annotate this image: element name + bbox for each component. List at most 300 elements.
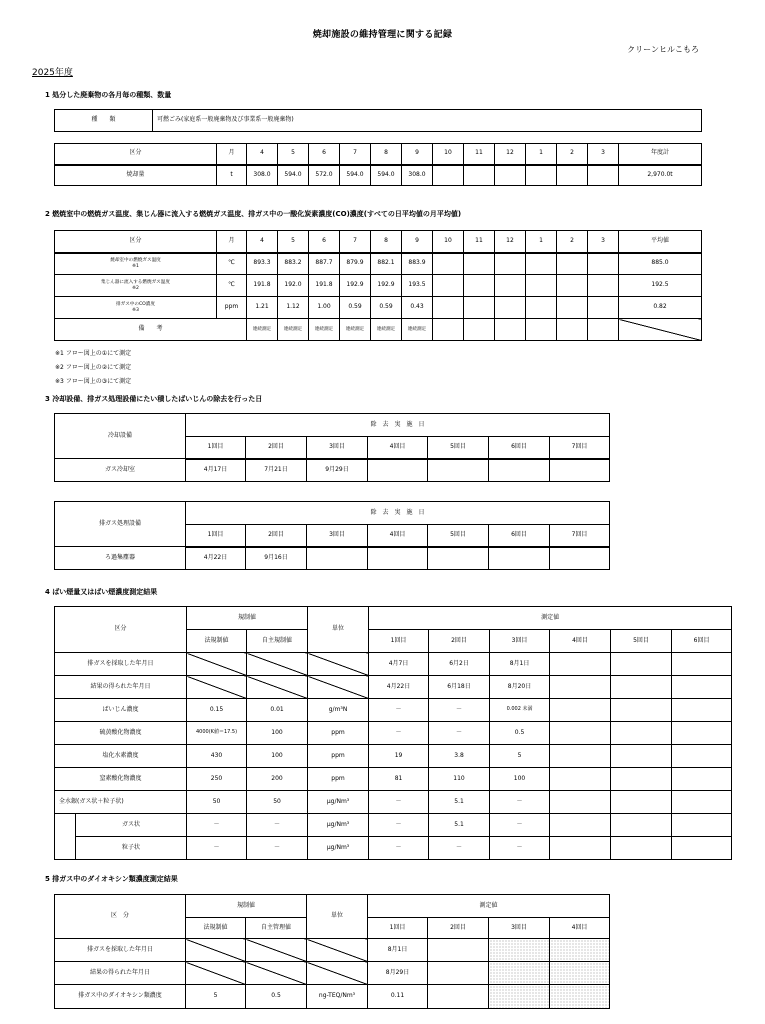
value-cell xyxy=(495,275,526,297)
unit-cell: ppm xyxy=(308,722,369,745)
cooling-equipment-table xyxy=(54,413,610,482)
unit-cell: g/m³N xyxy=(308,699,369,722)
table-row xyxy=(55,676,732,699)
row-label-text: 排ガス中のCO濃度 xyxy=(116,302,155,308)
header-cell: 1 xyxy=(526,144,557,165)
legal-cell: 250 xyxy=(187,768,247,791)
date-cell: 7月21日 xyxy=(246,459,307,482)
time-header: 2回目 xyxy=(246,525,307,547)
average-cell: 885.0 xyxy=(619,253,702,275)
header-cell: 6 xyxy=(309,231,340,253)
dioxin-measurement-table xyxy=(54,894,610,1009)
header-cell: 2 xyxy=(557,144,588,165)
value-cell: 594.0 xyxy=(371,165,402,186)
self-cell xyxy=(247,676,308,699)
value-cell xyxy=(672,768,732,791)
unit-cell xyxy=(307,939,368,962)
value-cell xyxy=(588,165,619,186)
value-cell xyxy=(464,297,495,319)
time-header: 1回目 xyxy=(368,918,428,939)
average-cell: 0.82 xyxy=(619,297,702,319)
value-cell xyxy=(557,297,588,319)
value-cell xyxy=(428,939,489,962)
table-row xyxy=(55,165,702,186)
value-cell xyxy=(550,962,610,985)
value-cell: － xyxy=(369,722,429,745)
indent-cell xyxy=(55,814,76,860)
value-cell xyxy=(672,722,732,745)
value-cell xyxy=(433,297,464,319)
time-header: 5回目 xyxy=(428,525,489,547)
row-label: 硫黄酸化物濃度 xyxy=(55,722,187,745)
time-header: 1回目 xyxy=(186,437,246,459)
value-cell xyxy=(464,165,495,186)
table-row xyxy=(55,768,732,791)
header-cell: 区分 xyxy=(55,231,217,253)
remark-cell xyxy=(464,319,495,341)
header-cell: 平均値 xyxy=(619,231,702,253)
value-cell xyxy=(550,768,611,791)
value-cell xyxy=(464,275,495,297)
time-header: 4回目 xyxy=(368,525,428,547)
table-row xyxy=(55,253,702,275)
regulation-header: 規制値 xyxy=(186,895,307,918)
value-cell xyxy=(588,253,619,275)
value-cell xyxy=(611,699,672,722)
row-label: ろ過集塵器 xyxy=(55,547,186,570)
section-5-heading: 5 排ガス中のダイオキシン類濃度測定結果 xyxy=(45,875,178,883)
self-cell: 0.5 xyxy=(246,985,307,1009)
value-cell xyxy=(672,699,732,722)
row-label: 排ガスを採取した年月日 xyxy=(55,939,186,962)
value-cell: 893.3 xyxy=(247,253,278,275)
value-cell: 5.1 xyxy=(429,791,490,814)
legal-cell: 0.15 xyxy=(187,699,247,722)
value-cell xyxy=(557,275,588,297)
section-1-heading: 1 処分した廃棄物の各月毎の種類、数量 xyxy=(45,91,172,99)
time-header: 5回目 xyxy=(428,437,489,459)
table-row xyxy=(55,722,732,745)
unit-cell: ng-TEQ/Nm³ xyxy=(307,985,368,1009)
remarks-blank-cell xyxy=(619,319,702,341)
value-cell xyxy=(428,962,489,985)
average-cell: 192.5 xyxy=(619,275,702,297)
self-cell xyxy=(246,962,307,985)
value-cell: 883.2 xyxy=(278,253,309,275)
header-cell: 9 xyxy=(402,144,433,165)
row-label-text: 焼却室中の燃焼ガス温度 xyxy=(110,258,161,264)
date-cell xyxy=(550,459,610,482)
value-cell: 8月1日 xyxy=(490,653,550,676)
legal-cell xyxy=(187,653,247,676)
legal-cell: 430 xyxy=(187,745,247,768)
table-row xyxy=(55,459,610,482)
value-cell: － xyxy=(369,791,429,814)
value-cell: 0.59 xyxy=(340,297,371,319)
note-mark: ※3 xyxy=(132,307,139,313)
note-2: ※2 フロー図上の②にて測定 xyxy=(55,364,132,371)
time-header: 5回目 xyxy=(611,630,672,653)
value-cell: 0.5 xyxy=(490,722,550,745)
row-label-text: 集じん器に流入する燃焼ガス温度 xyxy=(101,280,170,286)
header-cell: 6 xyxy=(309,144,340,165)
row-label: 焼却量 xyxy=(55,165,217,186)
value-cell: 8月20日 xyxy=(490,676,550,699)
value-cell: 192.9 xyxy=(371,275,402,297)
value-cell: 192.9 xyxy=(340,275,371,297)
equipment-header: 冷却設備 xyxy=(55,414,186,459)
remark-cell: 連続測定 xyxy=(402,319,433,341)
waste-type-label: 種 類 xyxy=(55,110,153,132)
row-label: 排ガス中のダイオキシン類濃度 xyxy=(55,985,186,1009)
value-cell xyxy=(588,297,619,319)
value-cell: 110 xyxy=(429,768,490,791)
value-cell: 883.9 xyxy=(402,253,433,275)
row-label: ガス状 xyxy=(76,814,187,837)
value-cell: － xyxy=(429,722,490,745)
value-cell xyxy=(550,745,611,768)
legal-cell: 4000(K値＝17.5) xyxy=(187,722,247,745)
value-cell xyxy=(588,275,619,297)
value-cell: 572.0 xyxy=(309,165,340,186)
date-cell xyxy=(368,547,428,570)
value-cell: 887.7 xyxy=(309,253,340,275)
value-cell: 191.8 xyxy=(247,275,278,297)
organization-name: クリーンヒルこもろ xyxy=(627,45,699,54)
value-cell xyxy=(550,939,610,962)
value-cell xyxy=(672,676,732,699)
legal-cell: 5 xyxy=(186,985,246,1009)
value-cell: 1.00 xyxy=(309,297,340,319)
note-3: ※3 フロー図上の③にて測定 xyxy=(55,378,132,385)
header-cell: 8 xyxy=(371,231,402,253)
value-cell xyxy=(611,768,672,791)
date-cell xyxy=(489,459,550,482)
value-cell: 6月18日 xyxy=(429,676,490,699)
row-label: 排ガスを採取した年月日 xyxy=(55,653,187,676)
value-cell xyxy=(489,939,550,962)
kubun-header: 区 分 xyxy=(55,895,186,939)
value-cell xyxy=(433,165,464,186)
table-row xyxy=(55,745,732,768)
header-cell: 7 xyxy=(340,231,371,253)
table-row xyxy=(55,699,732,722)
unit-cell xyxy=(307,962,368,985)
date-cell xyxy=(489,547,550,570)
value-cell xyxy=(526,275,557,297)
table-row xyxy=(55,837,732,860)
value-cell xyxy=(611,653,672,676)
measured-header: 測定値 xyxy=(369,607,732,630)
row-label xyxy=(55,275,217,297)
header-cell: 11 xyxy=(464,144,495,165)
row-label: 結果の得られた年月日 xyxy=(55,962,186,985)
legal-cell: － xyxy=(187,814,247,837)
self-cell: 100 xyxy=(247,745,308,768)
header-cell: 月 xyxy=(217,144,247,165)
value-cell xyxy=(550,985,610,1009)
time-header: 4回目 xyxy=(368,437,428,459)
value-cell xyxy=(672,653,732,676)
time-header: 3回目 xyxy=(489,918,550,939)
value-cell xyxy=(495,297,526,319)
time-header: 1回目 xyxy=(369,630,429,653)
value-cell: 19 xyxy=(369,745,429,768)
value-cell xyxy=(550,791,611,814)
value-cell: 192.0 xyxy=(278,275,309,297)
value-cell: 193.5 xyxy=(402,275,433,297)
unit-cell xyxy=(308,676,369,699)
exhaust-treatment-table xyxy=(54,501,610,570)
table-row xyxy=(55,939,610,962)
value-cell: 81 xyxy=(369,768,429,791)
value-cell: 5 xyxy=(490,745,550,768)
legal-limit-header: 法規制値 xyxy=(187,630,247,653)
value-cell xyxy=(611,791,672,814)
value-cell: 6月2日 xyxy=(429,653,490,676)
value-cell xyxy=(550,676,611,699)
remarks-label: 備 考 xyxy=(55,319,247,341)
self-cell: 0.01 xyxy=(247,699,308,722)
self-cell xyxy=(247,653,308,676)
time-header: 4回目 xyxy=(550,918,610,939)
unit-header: 単位 xyxy=(307,895,368,939)
date-cell xyxy=(428,459,489,482)
time-header: 2回目 xyxy=(428,918,489,939)
section-2-heading: 2 燃焼室中の燃焼ガス温度、集じん器に流入する燃焼ガス温度、排ガス中の一酸化炭素濃度(CO)濃度(すべての日平均値の月平均値) xyxy=(45,210,462,218)
note-mark: ※2 xyxy=(132,285,139,291)
self-cell: － xyxy=(247,814,308,837)
value-cell xyxy=(611,837,672,860)
table-row xyxy=(55,653,732,676)
legal-cell: － xyxy=(187,837,247,860)
value-cell: 5.1 xyxy=(429,814,490,837)
value-cell: 100 xyxy=(490,768,550,791)
value-cell xyxy=(433,275,464,297)
value-cell: － xyxy=(369,699,429,722)
remark-cell xyxy=(588,319,619,341)
note-1: ※1 フロー図上の①にて測定 xyxy=(55,350,132,357)
header-cell: 5 xyxy=(278,231,309,253)
value-cell xyxy=(550,653,611,676)
header-cell: 3 xyxy=(588,144,619,165)
value-cell xyxy=(672,745,732,768)
header-cell: 10 xyxy=(433,144,464,165)
value-cell: 594.0 xyxy=(278,165,309,186)
time-header: 2回目 xyxy=(246,437,307,459)
remarks-row xyxy=(55,319,702,341)
remark-cell xyxy=(433,319,464,341)
value-cell xyxy=(495,165,526,186)
value-cell xyxy=(557,253,588,275)
value-cell xyxy=(550,837,611,860)
row-label: ガス冷却室 xyxy=(55,459,186,482)
table-row xyxy=(55,962,610,985)
value-cell xyxy=(526,165,557,186)
value-cell xyxy=(550,722,611,745)
unit-cell: ppm xyxy=(217,297,247,319)
section-3-heading: 3 冷却設備、排ガス処理設備にたい積したばいじんの除去を行った日 xyxy=(45,395,263,403)
time-header: 6回目 xyxy=(489,525,550,547)
value-cell xyxy=(433,253,464,275)
header-cell: 7 xyxy=(340,144,371,165)
self-cell xyxy=(246,939,307,962)
remark-cell: 連続測定 xyxy=(309,319,340,341)
unit-cell: t xyxy=(217,165,247,186)
unit-cell xyxy=(308,653,369,676)
equipment-header: 排ガス処理設備 xyxy=(55,502,186,547)
date-cell: 4月22日 xyxy=(186,547,246,570)
waste-type-value: 可燃ごみ(家庭系一般廃棄物及び事業系一般廃棄物) xyxy=(153,110,702,132)
value-cell: 1.12 xyxy=(278,297,309,319)
table-row xyxy=(55,791,732,814)
header-cell: 区分 xyxy=(55,144,217,165)
header-cell: 8 xyxy=(371,144,402,165)
unit-header: 単位 xyxy=(308,607,369,653)
incineration-amount-table xyxy=(54,143,702,186)
value-cell xyxy=(611,814,672,837)
row-label: 全水銀(ガス状＋粒子状) xyxy=(55,791,187,814)
value-cell xyxy=(611,676,672,699)
value-cell: 882.1 xyxy=(371,253,402,275)
header-cell: 1 xyxy=(526,231,557,253)
legal-cell xyxy=(187,676,247,699)
row-label: 結果の得られた年月日 xyxy=(55,676,187,699)
removal-date-header: 除 去 実 施 日 xyxy=(186,502,610,525)
value-cell xyxy=(672,814,732,837)
value-cell: － xyxy=(490,814,550,837)
unit-cell: ℃ xyxy=(217,253,247,275)
value-cell: － xyxy=(369,814,429,837)
remark-cell: 連続測定 xyxy=(340,319,371,341)
value-cell: 879.9 xyxy=(340,253,371,275)
value-cell xyxy=(526,253,557,275)
value-cell xyxy=(672,837,732,860)
value-cell: 0.002 未満 xyxy=(490,699,550,722)
value-cell xyxy=(489,962,550,985)
value-cell: 0.43 xyxy=(402,297,433,319)
note-mark: ※1 xyxy=(132,263,139,269)
header-cell: 12 xyxy=(495,231,526,253)
value-cell xyxy=(495,253,526,275)
date-cell xyxy=(428,547,489,570)
unit-cell: ppm xyxy=(308,745,369,768)
date-cell xyxy=(307,547,368,570)
value-cell xyxy=(550,699,611,722)
self-limit-header: 自主管理値 xyxy=(246,918,307,939)
remark-cell: 連続測定 xyxy=(371,319,402,341)
row-label: ばいじん濃度 xyxy=(55,699,187,722)
unit-cell: μg/Nm³ xyxy=(308,814,369,837)
remark-cell xyxy=(557,319,588,341)
table-row xyxy=(55,275,702,297)
header-cell: 11 xyxy=(464,231,495,253)
value-cell xyxy=(611,745,672,768)
value-cell: － xyxy=(429,699,490,722)
self-cell: 200 xyxy=(247,768,308,791)
table-row xyxy=(55,297,702,319)
value-cell xyxy=(428,985,489,1009)
value-cell: － xyxy=(490,791,550,814)
time-header: 6回目 xyxy=(672,630,732,653)
value-cell: 191.8 xyxy=(309,275,340,297)
smoke-measurement-table xyxy=(54,606,732,860)
legal-cell: 50 xyxy=(187,791,247,814)
value-cell: 3.8 xyxy=(429,745,490,768)
row-label: 塩化水素濃度 xyxy=(55,745,187,768)
unit-cell: ppm xyxy=(308,768,369,791)
value-cell: 308.0 xyxy=(402,165,433,186)
date-cell: 9月16日 xyxy=(246,547,307,570)
time-header: 6回目 xyxy=(489,437,550,459)
header-cell: 4 xyxy=(247,144,278,165)
section-4-heading: 4 ばい煙量又はばい煙濃度測定結果 xyxy=(45,588,158,596)
remark-cell: 連続測定 xyxy=(278,319,309,341)
time-header: 2回目 xyxy=(429,630,490,653)
self-cell: － xyxy=(247,837,308,860)
header-cell: 9 xyxy=(402,231,433,253)
value-cell xyxy=(557,165,588,186)
row-label: 窒素酸化物濃度 xyxy=(55,768,187,791)
total-cell: 2,970.0t xyxy=(619,165,702,186)
header-cell: 10 xyxy=(433,231,464,253)
time-header: 7回目 xyxy=(550,525,610,547)
self-cell: 100 xyxy=(247,722,308,745)
value-cell xyxy=(611,722,672,745)
unit-cell: ℃ xyxy=(217,275,247,297)
time-header: 3回目 xyxy=(307,437,368,459)
legal-cell xyxy=(186,962,246,985)
header-cell: 3 xyxy=(588,231,619,253)
row-label xyxy=(55,253,217,275)
date-cell xyxy=(368,459,428,482)
header-cell: 4 xyxy=(247,231,278,253)
value-cell xyxy=(526,297,557,319)
value-cell xyxy=(550,814,611,837)
value-cell: 1.21 xyxy=(247,297,278,319)
value-cell xyxy=(464,253,495,275)
date-cell xyxy=(550,547,610,570)
removal-date-header: 除 去 実 施 日 xyxy=(186,414,610,437)
remark-cell: 連続測定 xyxy=(247,319,278,341)
remark-cell xyxy=(526,319,557,341)
self-cell: 50 xyxy=(247,791,308,814)
header-cell: 2 xyxy=(557,231,588,253)
regulation-header: 規制値 xyxy=(187,607,308,630)
date-cell: 9月29日 xyxy=(307,459,368,482)
header-cell: 月 xyxy=(217,231,247,253)
combustion-table xyxy=(54,230,702,341)
value-cell: 308.0 xyxy=(247,165,278,186)
header-cell: 5 xyxy=(278,144,309,165)
measured-header: 測定値 xyxy=(368,895,610,918)
table-row xyxy=(55,814,732,837)
legal-limit-header: 法規制値 xyxy=(186,918,246,939)
remark-cell xyxy=(495,319,526,341)
unit-cell: μg/Nm³ xyxy=(308,837,369,860)
value-cell xyxy=(489,985,550,1009)
value-cell: 4月22日 xyxy=(369,676,429,699)
time-header: 3回目 xyxy=(490,630,550,653)
unit-cell: μg/Nm³ xyxy=(308,791,369,814)
value-cell: － xyxy=(490,837,550,860)
value-cell: 0.11 xyxy=(368,985,428,1009)
legal-cell xyxy=(186,939,246,962)
time-header: 4回目 xyxy=(550,630,611,653)
date-cell: 4月17日 xyxy=(186,459,246,482)
document-title: 焼却施設の維持管理に関する記録 xyxy=(312,30,453,40)
table-row xyxy=(55,547,610,570)
